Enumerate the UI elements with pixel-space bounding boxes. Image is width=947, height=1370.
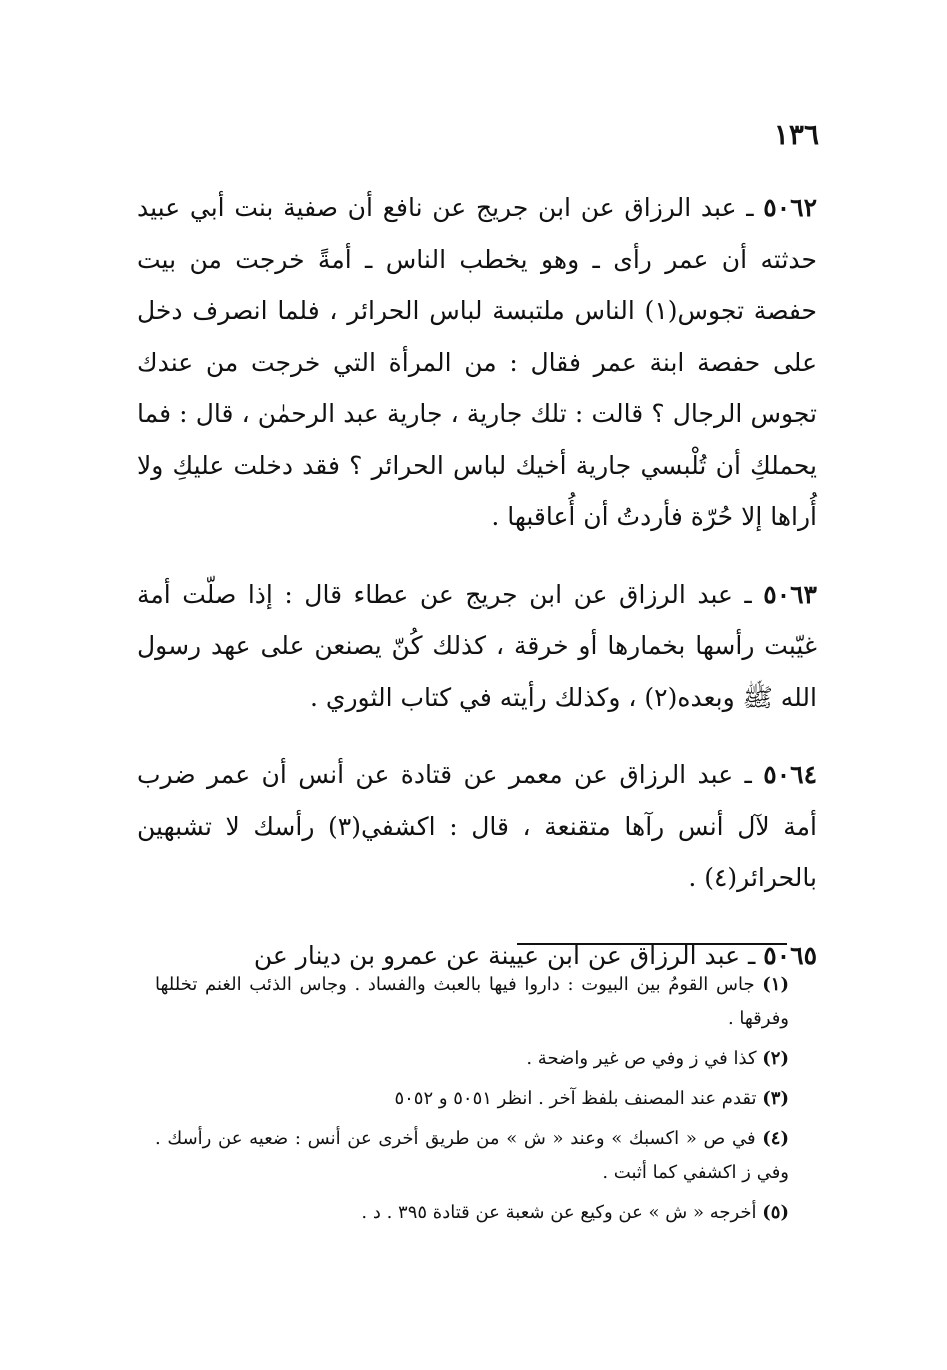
- hadith-text: ـ عبد الرزاق عن ابن جريج عن نافع أن صفية بنت أبي عبيد حدثته أن عمر رأى ـ وهو يخطب الناس ـ أمةً خرجت من بيت حفصة تجوس(١) الناس ملتبسة لباس الحرائر ، فلما انصرف دخل على حفصة ابنة عمر فقال : من المرأة التي خرجت من عندك تجوس الرجال ؟ قالت : تلك جارية ، جارية عبد الرحمٰن ، قال : فما يحملكِ أن تُلْبسي جارية أخيك لباس الحرائر ؟ فقد دخلت عليكِ ولا أُراها إلا حُرّة فأردتُ أن أُعاقبها .: [137, 193, 817, 531]
- hadith-text: ـ عبد الرزاق عن ابن عيينة عن عمرو بن دينار عن: [253, 940, 756, 970]
- footnote-mark: (٢): [762, 1048, 789, 1069]
- footnote-divider: [517, 943, 787, 945]
- footnote-mark: (١): [762, 974, 789, 995]
- footnote: [155, 1042, 789, 1076]
- hadith-body: [137, 182, 817, 1007]
- footnote-mark: (٣): [762, 1088, 789, 1109]
- footnote-text: في ص « اكسبك » وعند « ش » من طريق أخرى عن أنس : ضعيه عن رأسك . وفي ز اكشفي كما أثبت .: [155, 1128, 789, 1183]
- footnote-mark: (٤): [762, 1128, 789, 1149]
- footnote-text: كذا في ز وفي ص غير واضحة .: [526, 1048, 757, 1069]
- hadith-text: ـ عبد الرزاق عن معمر عن قتادة عن أنس أن عمر ضرب أمة لآل أنس رآها متقنعة ، قال : اكشفي(٣) رأسك لا تشبهين بالحرائر(٤) .: [137, 760, 817, 892]
- footnote-mark: (٥): [762, 1202, 789, 1223]
- page-number: ١٣٦: [773, 118, 819, 151]
- footnote-text: جاس القومُ بين البيوت : داروا فيها بالعبث والفساد . وجاس الذئب الغنم تخللها وفرقها .: [155, 974, 789, 1029]
- hadith-number: ٥٠٦٥: [763, 940, 817, 970]
- hadith-paragraph: [137, 182, 817, 543]
- footnote: [155, 968, 789, 1036]
- hadith-number: ٥٠٦٤: [763, 760, 817, 789]
- footnote-text: أخرجه « ش » عن وكيع عن شعبة عن قتادة ٣٩٥ . د .: [361, 1202, 757, 1223]
- hadith-paragraph: [137, 569, 817, 724]
- hadith-paragraph: [137, 749, 817, 904]
- footnote: [155, 1196, 789, 1230]
- hadith-number: ٥٠٦٢: [763, 193, 817, 222]
- footnote: [155, 1082, 789, 1116]
- footnote-text: تقدم عند المصنف بلفظ آخر . انظر ٥٠٥١ و ٥٠٥٢: [394, 1088, 757, 1109]
- hadith-number: ٥٠٦٣: [763, 579, 817, 609]
- footnotes: [155, 968, 789, 1236]
- footnote: [155, 1122, 789, 1190]
- hadith-text: ـ عبد الرزاق عن ابن جريج عن عطاء قال : إذا صلّت أمة غيّبت رأسها بخمارها أو خرقة ، كذلك كُنّ يصنعن على عهد رسول الله ﷺ وبعده(٢) ، وكذلك رأيته في كتاب الثوري .: [137, 579, 817, 712]
